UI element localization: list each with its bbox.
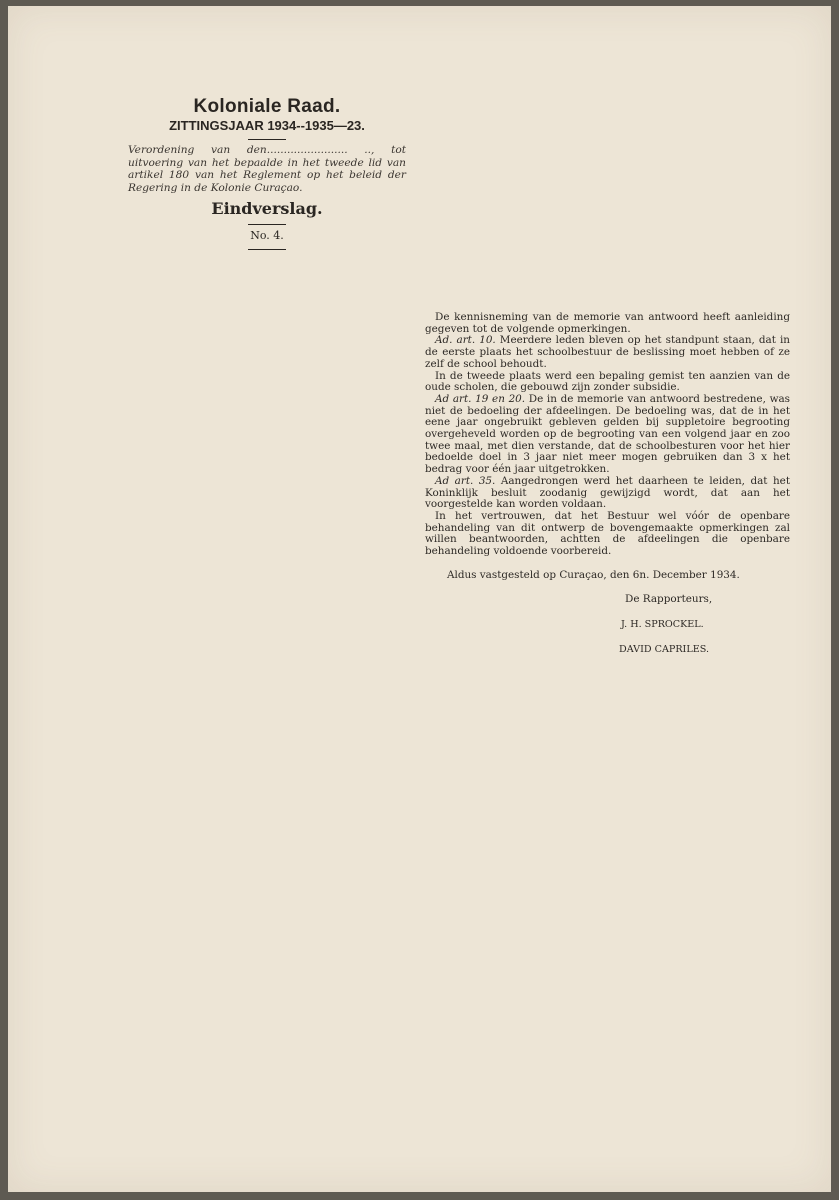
article-reference: Ad art. 35. [435, 474, 496, 487]
divider [248, 139, 286, 140]
signatory-name: J. H. SPROCKEL. [621, 619, 704, 631]
paragraph: In de tweede plaats werd een bepaling gemist ten aanzien van de oude scholen, die gebouwd zijn zonder subsidie. [425, 369, 790, 394]
article-reference: Ad art. 19 en 20. [435, 392, 526, 405]
document-header [128, 96, 406, 254]
paragraph: Ad. art. 10. Meerdere leden bleven op het standpunt staan, dat in de eerste plaats het schoolbestuur de beslissing moet hebben of ze zelf de school behoudt. [425, 334, 790, 370]
divider [248, 224, 286, 225]
paragraph: In het vertrouwen, dat het Bestuur wel vóór de openbare behandeling van dit ontwerp de bovengemaakte opmerkingen zal willen beantwoorden, achtten de afdeelingen die openbare behandeling voldoende voorbereid. [425, 509, 790, 558]
report-body [425, 312, 790, 656]
report-type: Eindverslag. [211, 199, 323, 219]
council-title: Koloniale Raad. [193, 96, 341, 117]
signatory-name: DAVID CAPRILES. [619, 643, 709, 655]
report-number: No. 4. [250, 229, 284, 243]
document-page [8, 6, 831, 1192]
closing-statement: Aldus vastgesteld op Curaçao, den 6n. December 1934. [447, 568, 740, 581]
paragraph: Ad art. 35. Aangedrongen werd het daarheen te leiden, dat het Koninklijk besluit zoodanig gewijzigd wordt, dat aan het voorgestelde kan worden voldaan. [425, 474, 790, 511]
paragraph: De kennisneming van de memorie van antwoord heeft aanleiding gegeven tot de volgende opmerkingen. [425, 311, 790, 335]
signatures-heading: De Rapporteurs, [625, 593, 713, 606]
session-year: ZITTINGSJAAR 1934--1935—23. [169, 118, 365, 133]
paragraph: Ad art. 19 en 20. De in de memorie van antwoord bestredene, was niet de bedoeling der afdeelingen. De bedoeling was, dat de in het eene jaar ongebruikt gebleven gelden bij suppletoire begrooting overgeheveld worden op de begrooting van een volgend jaar en zoo twee maal, met dien verstande, dat de schoolbesturen voor het hier bedoelde doel in 3 jaar niet meer mogen gebruiken dan 3 x het bedrag voor één jaar uitgetrokken. [425, 392, 790, 476]
ordinance-subject: Verordening van den........................ .., tot uitvoering van het bepaalde in het tweede lid van artikel 180 van het Reglement op het beleid der Regering in de Kolonie Curaçao. [128, 144, 406, 194]
article-reference: Ad. art. 10. [435, 334, 496, 347]
divider [248, 249, 286, 250]
